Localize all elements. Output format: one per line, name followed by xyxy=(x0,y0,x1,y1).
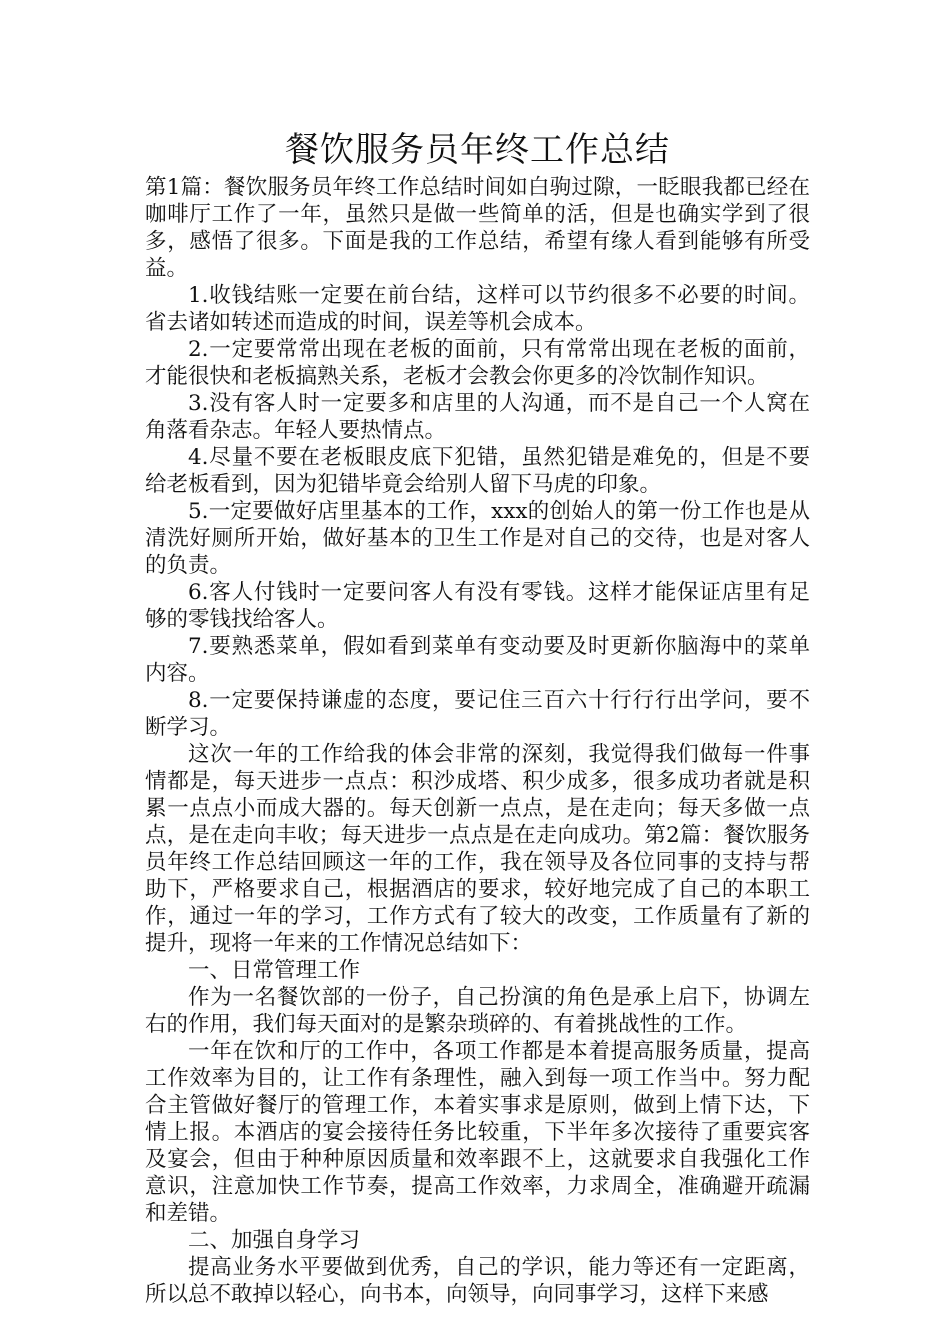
paragraph-item-8: 8.一定要保持谦虚的态度，要记住三百六十行行行出学问，要不断学习。 xyxy=(145,688,810,740)
document-body xyxy=(145,128,810,1308)
paragraph-year-work: 一年在饮和厅的工作中，各项工作都是本着提高服务质量，提高工作效率为目的，让工作有条理性，融入到每一项工作当中。努力配合主管做好餐厅的管理工作，本着实事求是原则，做到上情下达，下情上报。本酒店的宴会接待任务比较重，下半年多次接待了重要宾客及宴会，但由于种种原因质量和效率跟不上，这就要求自我强化工作意识，注意加快工作节奏，提高工作效率，力求周全，准确避开疏漏和差错。 xyxy=(145,1039,810,1226)
document-title: 餐饮服务员年终工作总结 xyxy=(285,130,670,170)
paragraph-reflection: 这次一年的工作给我的体会非常的深刻，我觉得我们做每一件事情都是，每天进步一点点：积沙成塔、积少成多，很多成功者就是积累一点点小而成大器的。每天创新一点点，是在走向；每天多做一点点，是在走向丰收；每天进步一点点是在走向成功。第2篇：餐饮服务员年终工作总结回顾这一年的工作，我在领导及各位同事的支持与帮助下，严格要求自己，根据酒店的要求，较好地完成了自己的本职工作，通过一年的学习，工作方式有了较大的改变，工作质量有了新的提升，现将一年来的工作情况总结如下： xyxy=(145,742,810,956)
paragraph-item-6: 6.客人付钱时一定要问客人有没有零钱。这样才能保证店里有足够的零钱找给客人。 xyxy=(145,580,810,632)
paragraph-item-5: 5.一定要做好店里基本的工作，xxx的创始人的第一份工作也是从清洗好厕所开始，做好基本的卫生工作是对自己的交待，也是对客人的负责。 xyxy=(145,499,810,578)
paragraph-role: 作为一名餐饮部的一份子，自己扮演的角色是承上启下，协调左右的作用，我们每天面对的是繁杂琐碎的、有着挑战性的工作。 xyxy=(145,985,810,1037)
paragraph-item-7: 7.要熟悉菜单，假如看到菜单有变动要及时更新你脑海中的菜单内容。 xyxy=(145,634,810,686)
section-heading-self-study: 二、加强自身学习 xyxy=(188,1228,361,1253)
paragraph-item-3: 3.没有客人时一定要多和店里的人沟通，而不是自己一个人窝在角落看杂志。年轻人要热情点。 xyxy=(145,391,810,443)
paragraph-item-4: 4.尽量不要在老板眼皮底下犯错，虽然犯错是难免的，但是不要给老板看到，因为犯错毕竟会给别人留下马虎的印象。 xyxy=(145,445,810,497)
paragraph-improve-skills: 提高业务水平要做到优秀，自己的学识，能力等还有一定距离，所以总不敢掉以轻心，向书本，向领导，向同事学习，这样下来感 xyxy=(145,1255,810,1307)
paragraph-intro: 第1篇：餐饮服务员年终工作总结时间如白驹过隙，一眨眼我都已经在咖啡厅工作了一年，虽然只是做一些简单的活，但是也确实学到了很多，感悟了很多。下面是我的工作总结，希望有缘人看到能够有所受益。 xyxy=(145,175,810,281)
paragraph-item-1: 1.收钱结账一定要在前台结，这样可以节约很多不必要的时间。省去诸如转述而造成的时间，误差等机会成本。 xyxy=(145,283,810,335)
paragraph-item-2: 2.一定要常常出现在老板的面前，只有常常出现在老板的面前，才能很快和老板搞熟关系，老板才会教会你更多的冷饮制作知识。 xyxy=(145,337,810,389)
section-heading-daily-management: 一、日常管理工作 xyxy=(188,958,361,983)
